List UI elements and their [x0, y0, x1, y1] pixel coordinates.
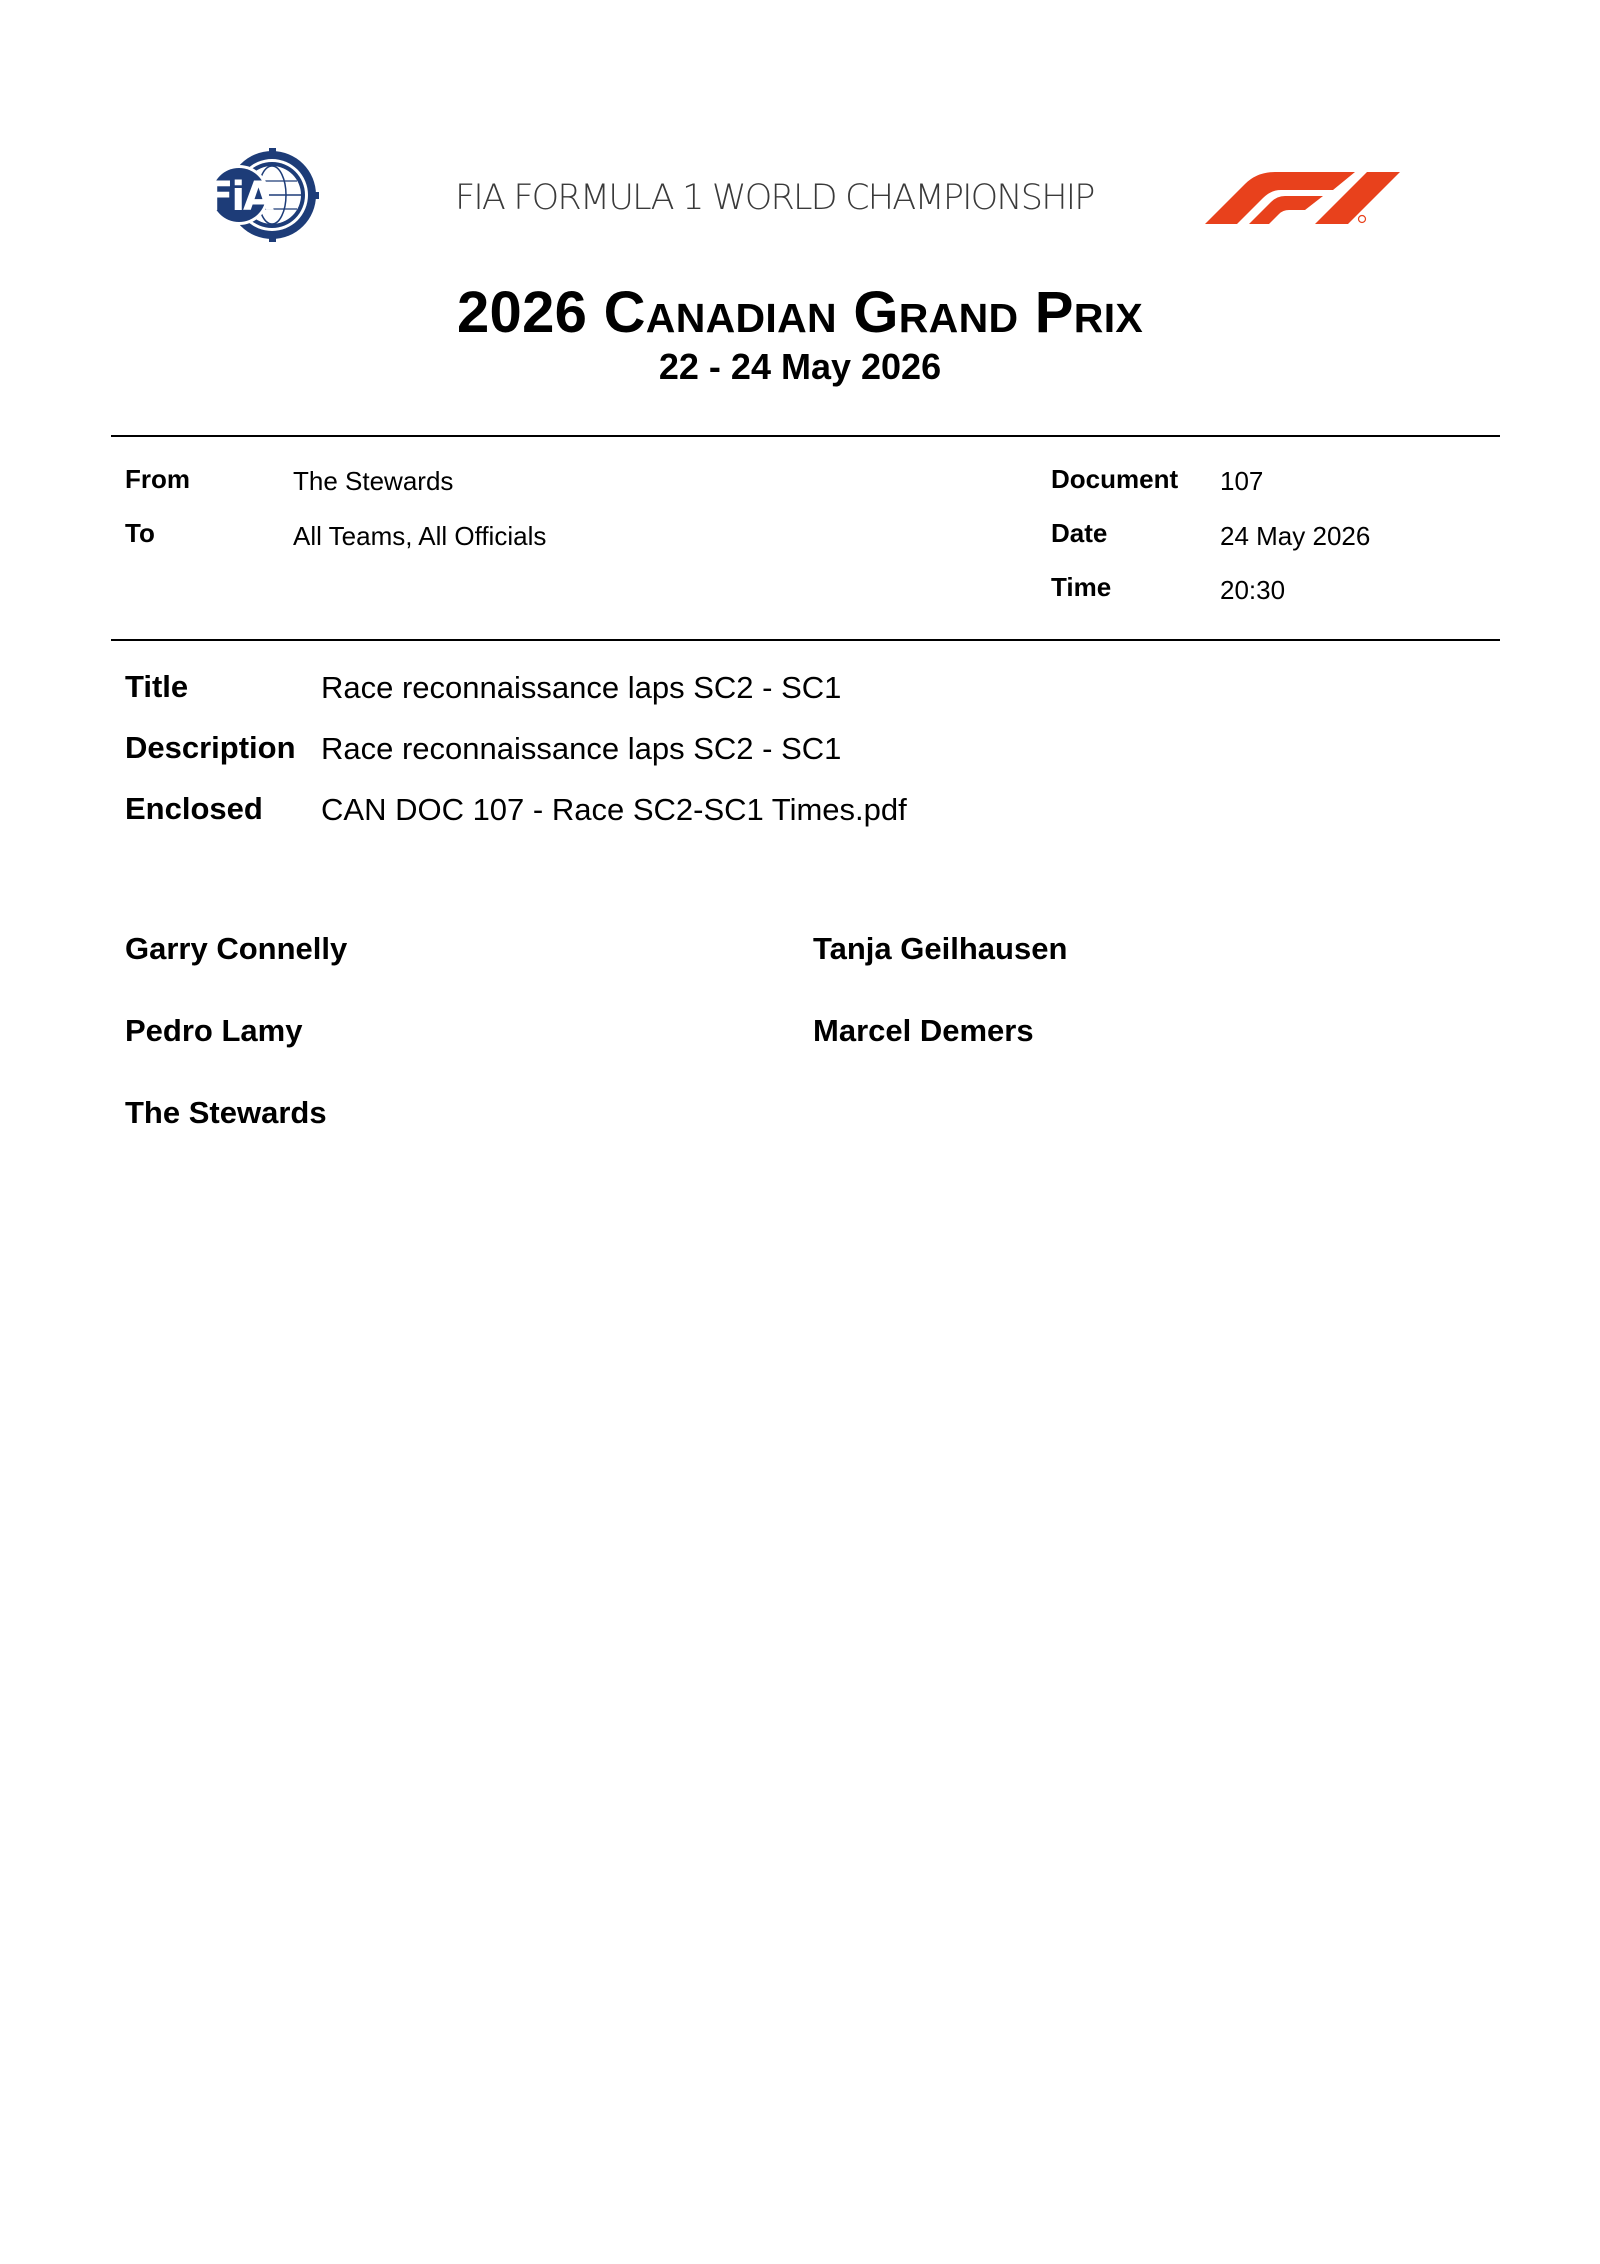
event-dates: 22 - 24 May 2026: [658, 346, 942, 387]
to-value: All Teams, All Officials: [293, 521, 547, 551]
enclosed-label: Enclosed: [125, 791, 263, 826]
document-header: [0, 0, 1600, 260]
signatory-name: Marcel Demers: [813, 1013, 1034, 1048]
description-label: Description: [125, 730, 296, 765]
enclosed-attachment[interactable]: CAN DOC 107 - Race SC2-SC1 Times.pdf: [321, 792, 907, 827]
championship-name: FIA FORMULA 1 WORLD CHAMPIONSHIP: [455, 178, 1094, 218]
signatory-name: Tanja Geilhausen: [813, 931, 1068, 966]
from-value: The Stewards: [293, 466, 454, 496]
signatory-name: The Stewards: [125, 1095, 327, 1130]
signatory-name: Garry Connelly: [125, 931, 348, 966]
title-value: Race reconnaissance laps SC2 - SC1: [321, 670, 842, 705]
document-label: Document: [1051, 464, 1179, 494]
time-label: Time: [1051, 572, 1112, 602]
event-heading: [0, 280, 1600, 388]
title-label: Title: [125, 669, 189, 704]
description-value: Race reconnaissance laps SC2 - SC1: [321, 731, 842, 766]
fia-logo-icon: [205, 148, 340, 243]
f1-logo-icon: [1205, 170, 1400, 224]
date-value: 24 May 2026: [1220, 521, 1371, 551]
signatory-name: Pedro Lamy: [125, 1013, 303, 1048]
date-label: Date: [1051, 518, 1108, 548]
document-number: 107: [1220, 466, 1264, 496]
event-title: 2026 Canadian Grand Prix: [456, 280, 1144, 345]
from-label: From: [125, 464, 190, 494]
fia-logo-text: FiA: [206, 174, 272, 220]
top-divider: [111, 435, 1500, 437]
to-label: To: [125, 518, 155, 548]
bottom-divider: [111, 639, 1500, 641]
time-value: 20:30: [1220, 575, 1286, 605]
